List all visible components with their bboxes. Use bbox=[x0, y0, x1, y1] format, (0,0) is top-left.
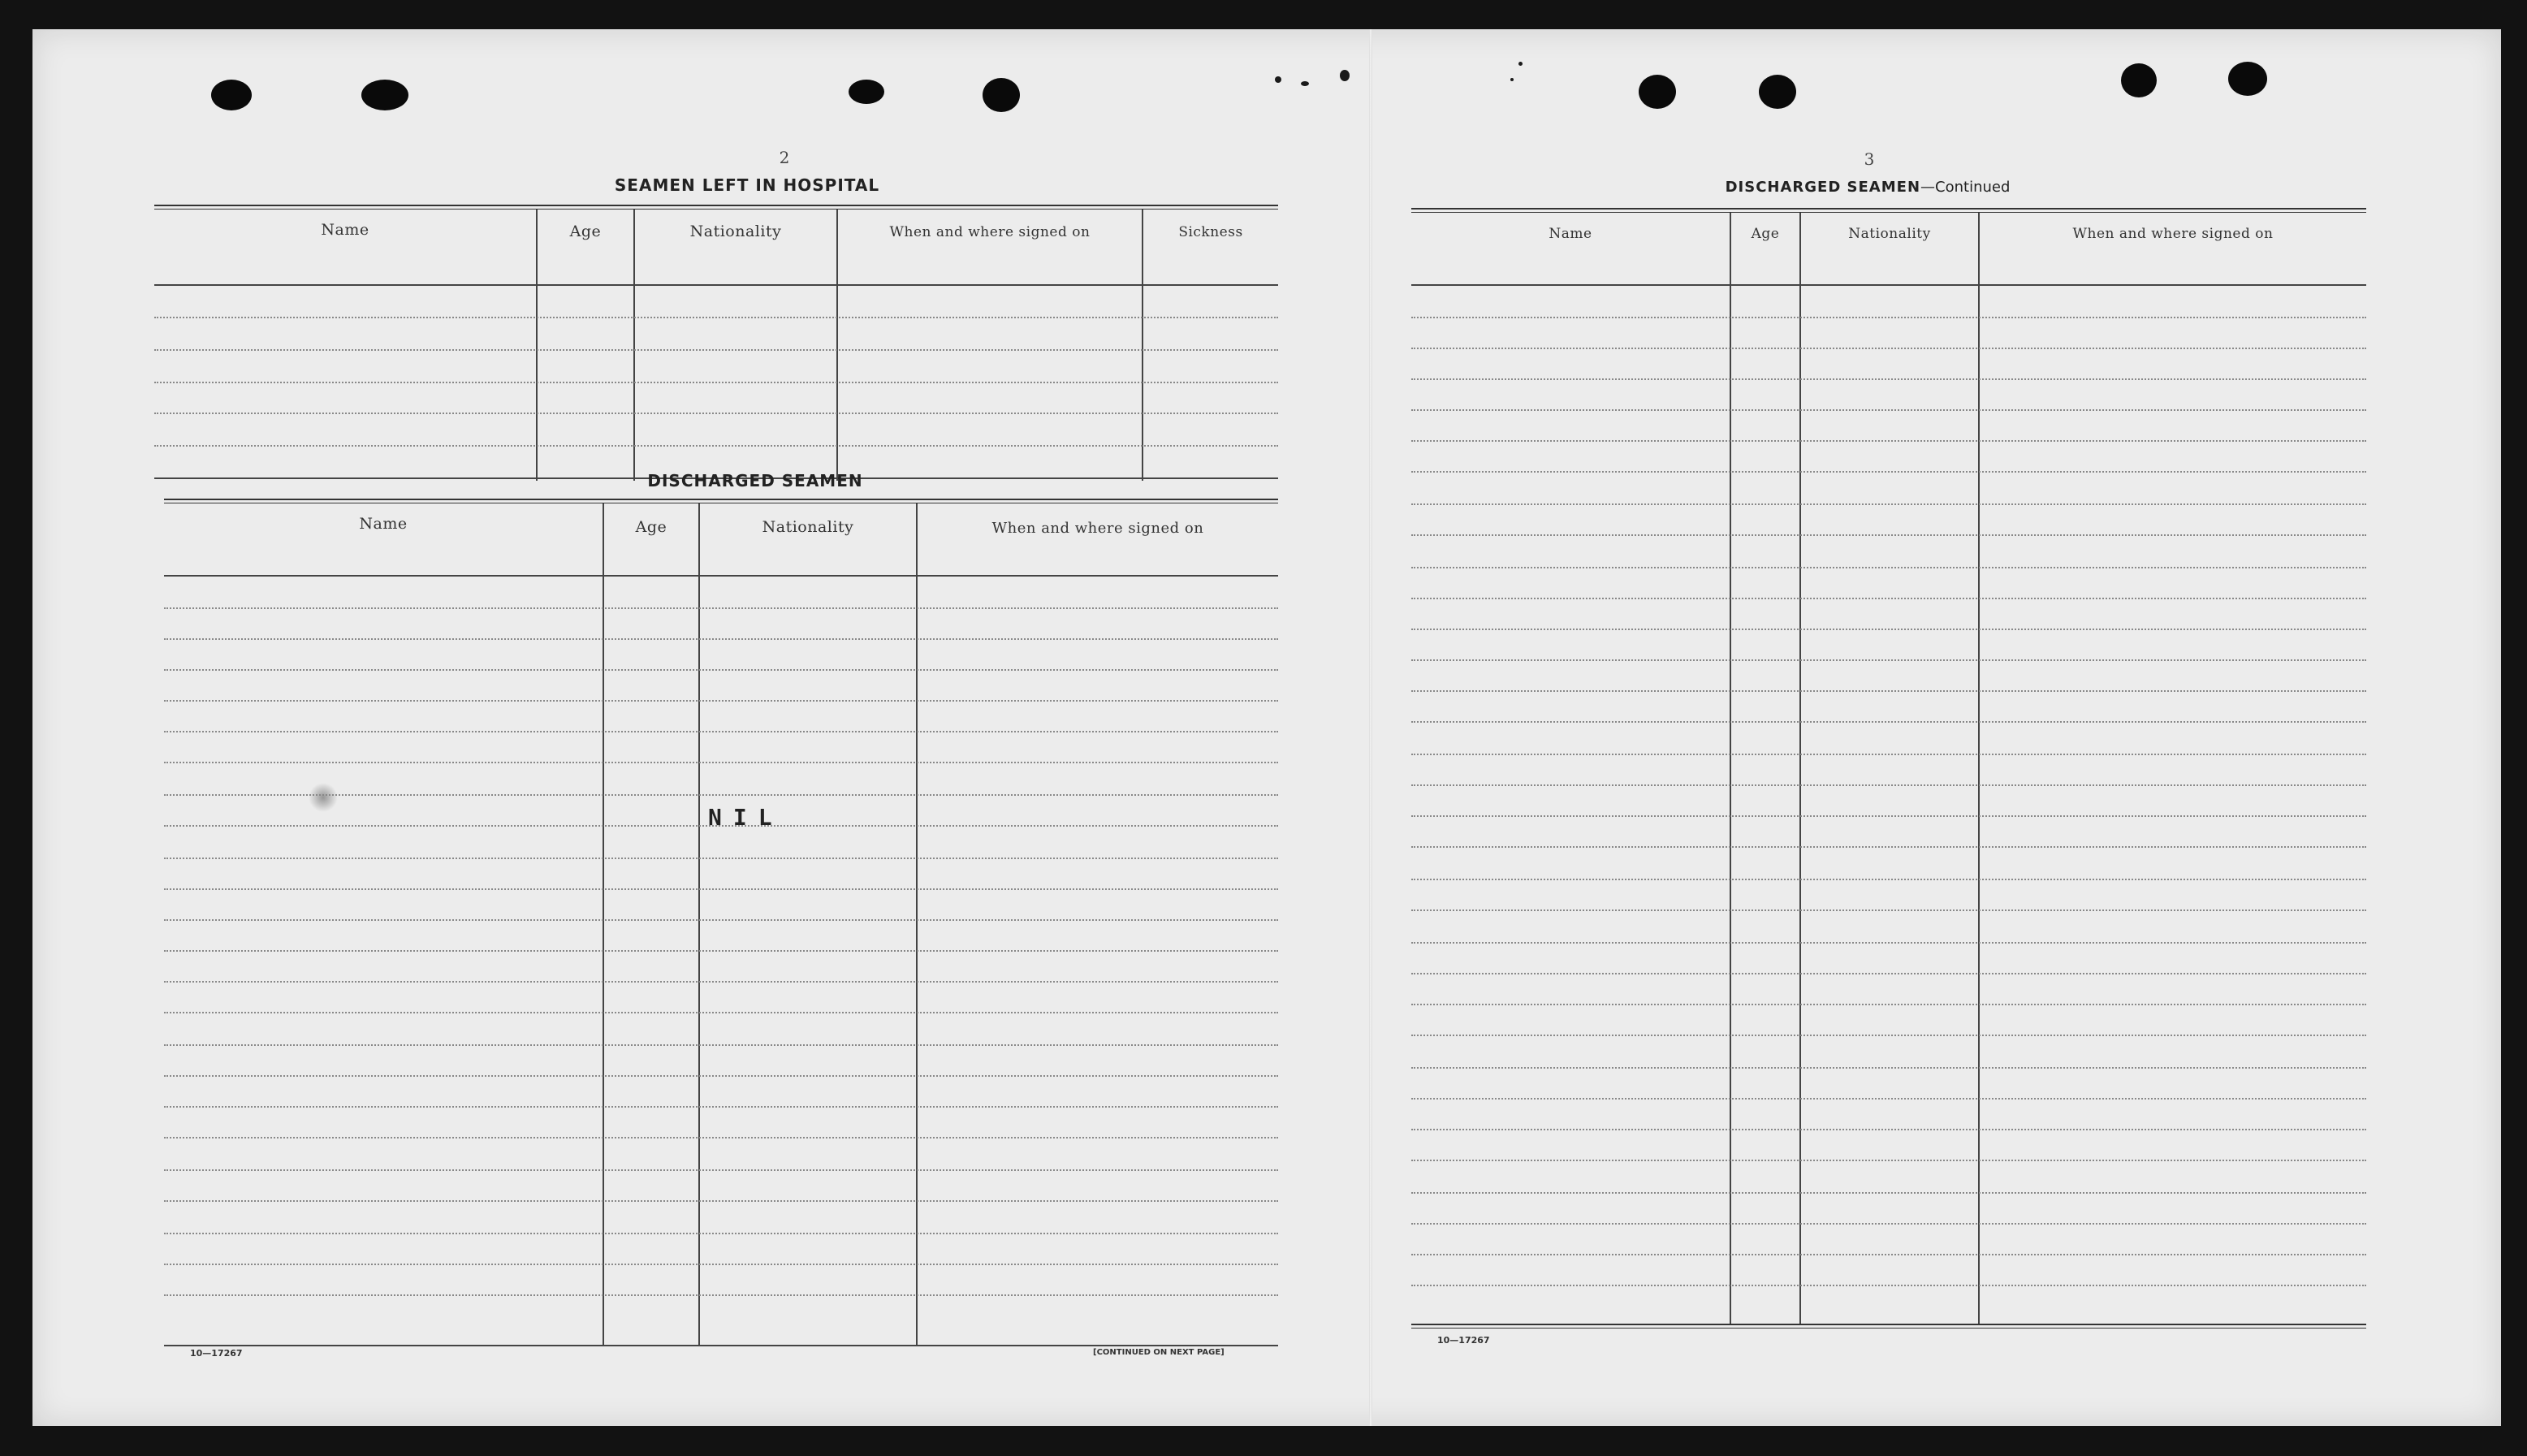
punch-hole bbox=[983, 78, 1020, 112]
hospital-section-title: SEAMEN LEFT IN HOSPITAL bbox=[614, 175, 880, 195]
ink-speck bbox=[1340, 70, 1350, 81]
discharged-col-nationality: Nationality bbox=[762, 518, 854, 536]
typed-nil-entry: NIL bbox=[708, 804, 784, 831]
page-number-left: 2 bbox=[779, 148, 790, 167]
continued-note: [CONTINUED ON NEXT PAGE] bbox=[1093, 1348, 1225, 1357]
page-fold bbox=[1369, 29, 1372, 1426]
discharged-col-name: Name bbox=[359, 515, 408, 533]
form-number-right: 10—17267 bbox=[1437, 1335, 1490, 1346]
hospital-table bbox=[154, 205, 1278, 481]
discharged-continued-title-text: DISCHARGED SEAMEN bbox=[1725, 179, 1921, 196]
hospital-col-signed-on: When and where signed on bbox=[889, 224, 1091, 240]
hospital-col-name: Name bbox=[321, 221, 369, 239]
page-number-right: 3 bbox=[1864, 149, 1875, 169]
ink-speck bbox=[1275, 76, 1281, 83]
ink-speck bbox=[1518, 62, 1523, 66]
discharged-section-title: DISCHARGED SEAMEN bbox=[647, 471, 863, 490]
hospital-col-sickness: Sickness bbox=[1178, 224, 1243, 240]
form-number-left: 10—17267 bbox=[190, 1348, 243, 1359]
right-col-name: Name bbox=[1549, 226, 1592, 242]
punch-hole bbox=[361, 80, 408, 110]
punch-hole bbox=[2228, 62, 2267, 96]
discharged-col-age: Age bbox=[635, 518, 667, 536]
punch-hole bbox=[2121, 63, 2157, 97]
right-col-age: Age bbox=[1751, 226, 1780, 242]
right-col-nationality: Nationality bbox=[1848, 226, 1931, 242]
punch-hole bbox=[849, 80, 884, 104]
punch-hole bbox=[1759, 75, 1796, 109]
discharged-table-right bbox=[1411, 208, 2366, 1356]
right-col-signed-on: When and where signed on bbox=[2072, 226, 2274, 242]
hospital-col-nationality: Nationality bbox=[689, 223, 782, 240]
ink-speck bbox=[1301, 81, 1309, 86]
discharged-continued-title bbox=[1657, 179, 2079, 196]
punch-hole bbox=[1639, 75, 1676, 109]
discharged-col-signed-on: When and where signed on bbox=[991, 520, 1204, 537]
hospital-col-age: Age bbox=[569, 223, 602, 240]
form-sheet bbox=[32, 29, 2501, 1426]
continued-suffix: —Continued bbox=[1920, 179, 2011, 196]
punch-hole bbox=[211, 80, 252, 110]
ink-speck bbox=[1510, 78, 1514, 81]
discharged-table-left bbox=[164, 499, 1278, 1346]
